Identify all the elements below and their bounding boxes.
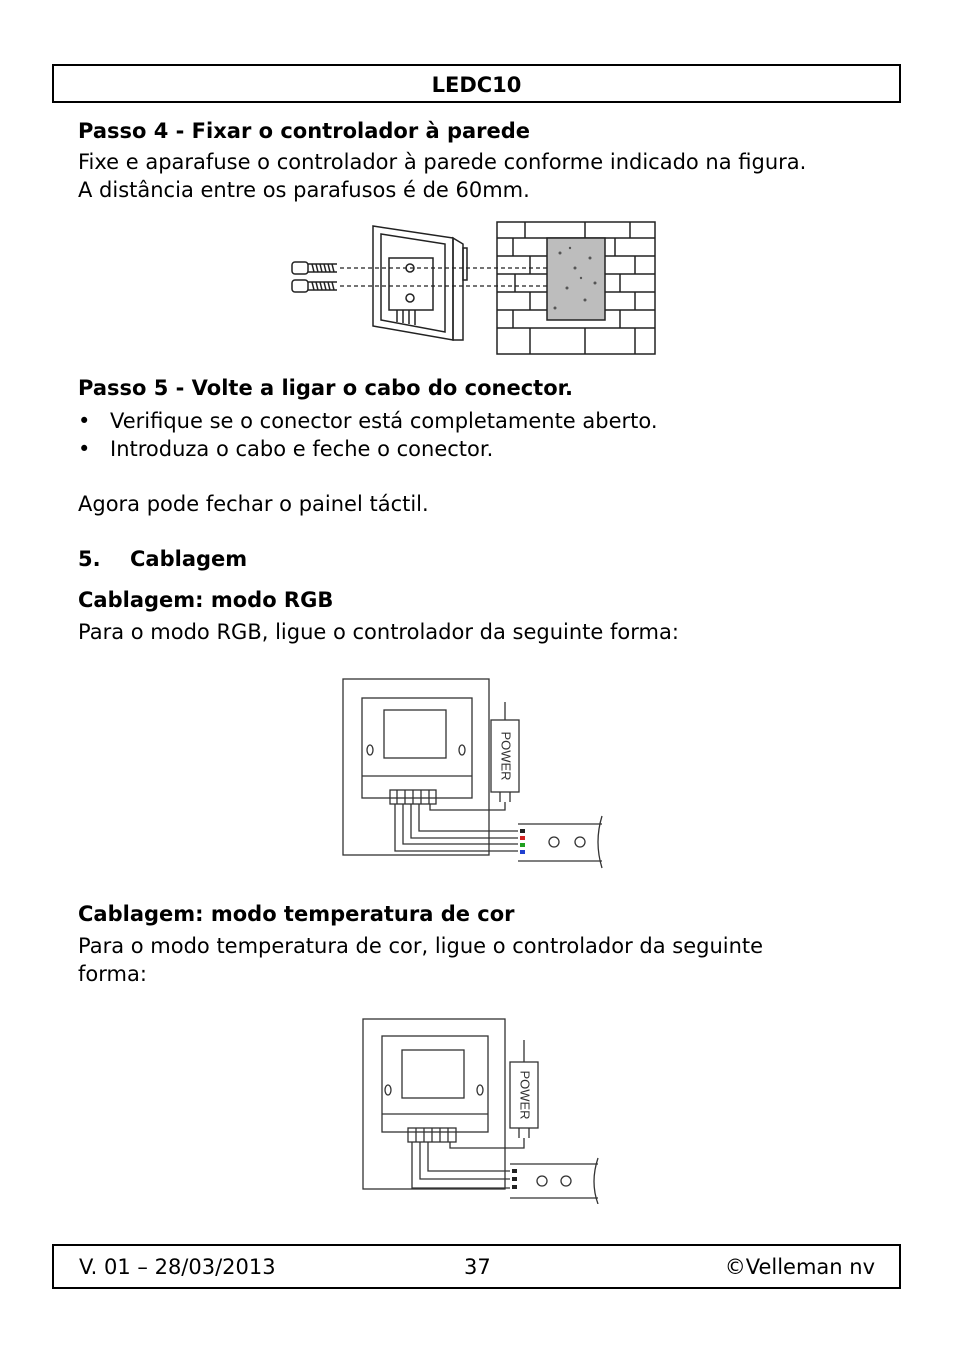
bullet-dot: • bbox=[78, 437, 91, 461]
colortemp-line2: forma: bbox=[78, 962, 147, 986]
section5-title: Cablagem bbox=[130, 547, 248, 571]
step4-line2: A distância entre os parafusos é de 60mm. bbox=[78, 178, 530, 202]
rgb-heading: Cablagem: modo RGB bbox=[78, 588, 334, 612]
controller-display bbox=[384, 710, 446, 758]
controller-outline bbox=[363, 1019, 505, 1189]
footer-page-number: 37 bbox=[464, 1255, 491, 1279]
power-label: POWER bbox=[517, 1070, 533, 1120]
wall-mount-illustration bbox=[285, 218, 660, 358]
step4-heading: Passo 4 - Fixar o controlador à parede bbox=[78, 119, 531, 143]
step5-bullet-1: Verifique se o conector está completamente aberto. bbox=[110, 409, 658, 433]
controller-display bbox=[402, 1050, 464, 1098]
header-title: LEDC10 bbox=[431, 73, 522, 97]
step5-closing: Agora pode fechar o painel táctil. bbox=[78, 492, 429, 516]
colortemp-wiring-diagram bbox=[360, 1016, 610, 1204]
rgb-text: Para o modo RGB, ligue o controlador da seguinte forma: bbox=[78, 620, 679, 644]
footer-version: V. 01 – 28/03/2013 bbox=[79, 1255, 276, 1279]
controller-plate bbox=[373, 226, 463, 340]
screw-lower bbox=[292, 280, 337, 292]
step4-line1: Fixe e aparafuse o controlador à parede conforme indicado na figura. bbox=[78, 150, 807, 174]
document-header bbox=[52, 64, 901, 103]
controller-outline bbox=[343, 679, 489, 855]
screw-upper bbox=[292, 262, 337, 274]
led-strip bbox=[510, 1164, 598, 1198]
section5-number: 5. bbox=[78, 547, 101, 571]
step5-bullet-2: Introduza o cabo e feche o conector. bbox=[110, 437, 494, 461]
colortemp-heading: Cablagem: modo temperatura de cor bbox=[78, 902, 515, 926]
rgb-wiring-diagram bbox=[340, 676, 610, 872]
led-strip bbox=[518, 824, 602, 861]
document-footer bbox=[52, 1244, 901, 1289]
alignment-dashes bbox=[340, 268, 547, 286]
power-label: POWER bbox=[498, 731, 514, 781]
colortemp-line1: Para o modo temperatura de cor, ligue o controlador da seguinte bbox=[78, 934, 764, 958]
bullet-dot: • bbox=[78, 409, 91, 433]
step5-heading: Passo 5 - Volte a ligar o cabo do conector. bbox=[78, 376, 573, 400]
footer-copyright: ©Velleman nv bbox=[724, 1255, 875, 1279]
